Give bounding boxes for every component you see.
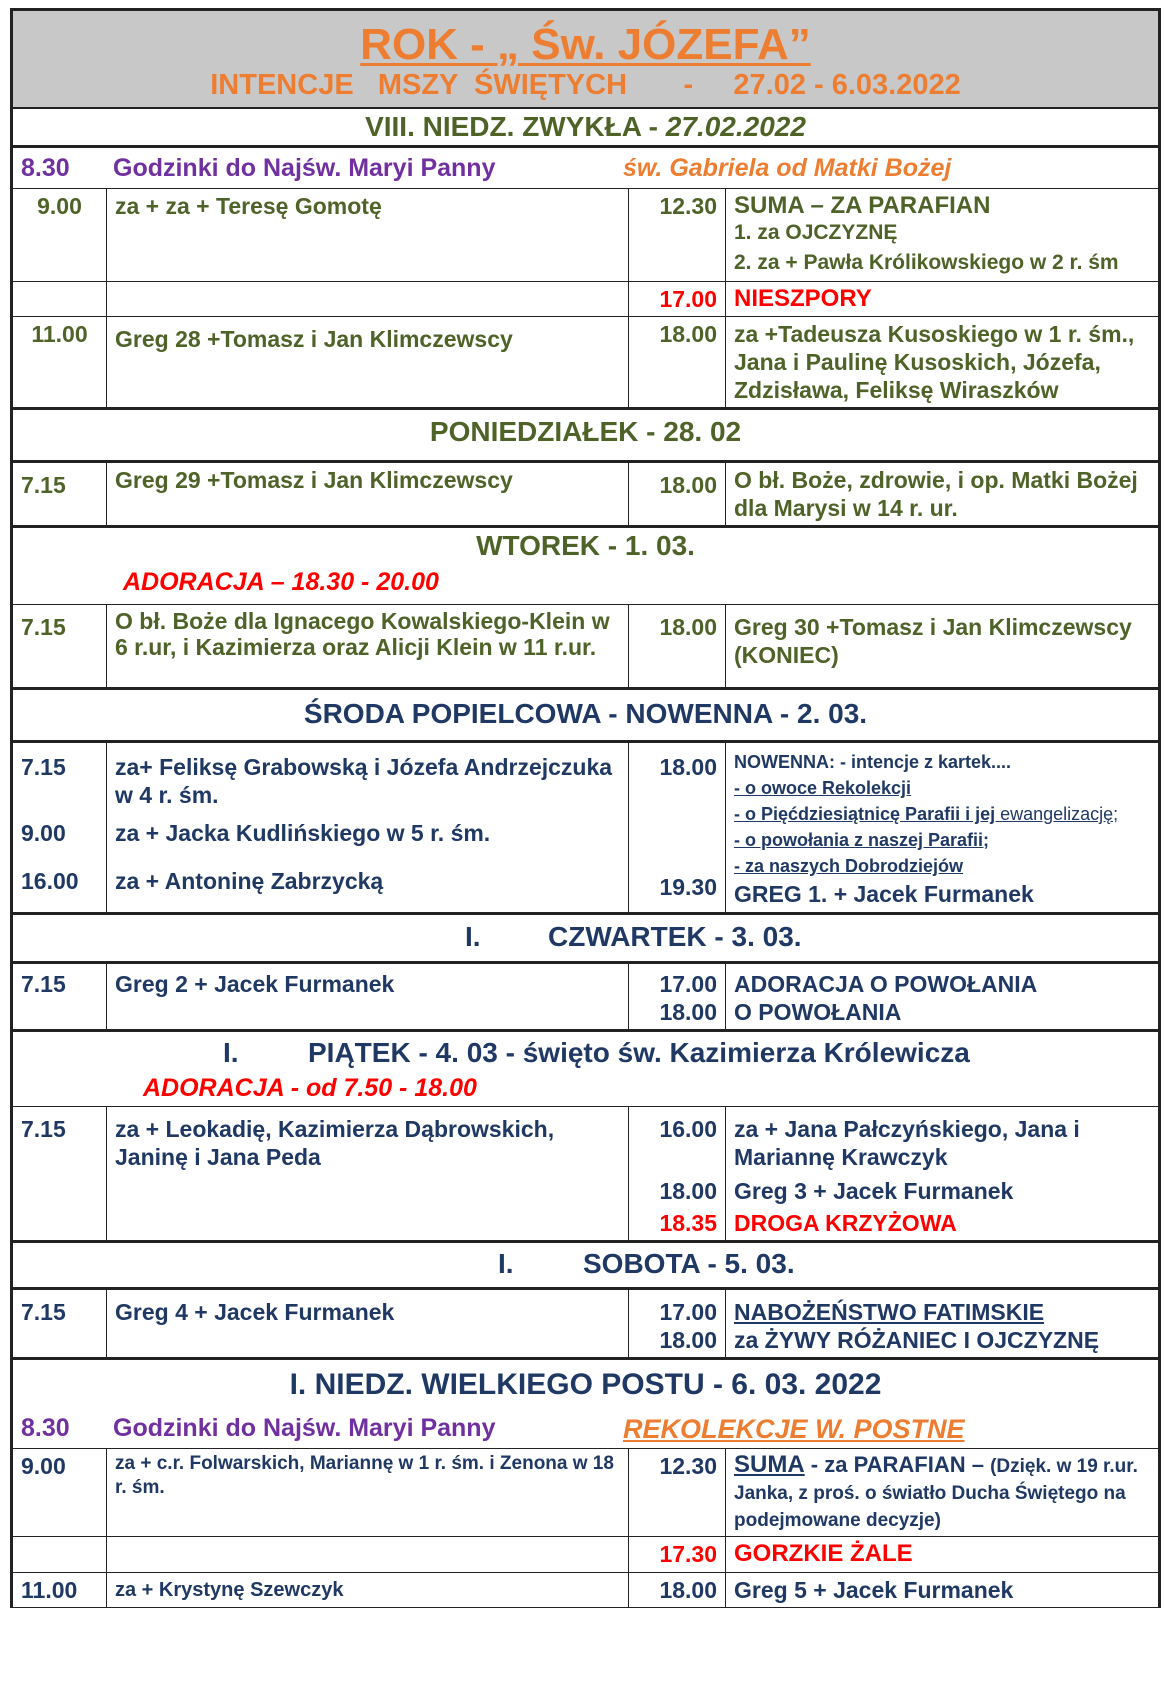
table-row: [13, 605, 1158, 689]
info-row-tuesday: [13, 564, 1158, 605]
info-row-sunday-2: [13, 1408, 1158, 1449]
mass-intention: Greg 30 +Tomasz i Jan Klimczewscy (KONIEC): [726, 605, 1159, 689]
mass-intention: za + Krystynę Szewczyk: [107, 1573, 629, 1608]
schedule-sheet: [10, 8, 1161, 1608]
page-subtitle: INTENCJE MSZY ŚWIĘTYCH - 27.02 - 6.03.2022: [210, 69, 961, 101]
page-title: ROK - „ Św. JÓZEFA”: [360, 20, 811, 69]
mass-intention: Greg 2 + Jacek Furmanek: [107, 964, 629, 1031]
table-row: [13, 281, 1158, 316]
sunday-2-table: [13, 1449, 1158, 1607]
mass-time: 18.00: [629, 463, 726, 527]
friday-table: [13, 1107, 1158, 1243]
saint-of-day: św. Gabriela od Matki Bożej: [623, 154, 952, 182]
novena-block: NOWENNA: - intencje z kartek.... - o owoce Rekolekcji - o Pięćdziesiątnicę Parafii i jej ewangelizację; - o powołania z naszej Parafii; - za naszych Dobrodziejów GREG 1. + Jacek Furmanek: [726, 743, 1159, 914]
mass-intention: Greg 4 + Jacek Furmanek: [107, 1290, 629, 1359]
table-row: [13, 1107, 1158, 1242]
mass-intention: za + za + Teresę Gomotę: [107, 189, 629, 281]
mass-time: 7.15: [21, 613, 66, 640]
header: [13, 11, 1158, 109]
mass-times: 16.00 18.00 18.35: [629, 1107, 726, 1242]
table-row: [13, 316, 1158, 408]
mass-time: 18.00: [629, 316, 726, 408]
day-heading-wednesday: ŚRODA POPIELCOWA - NOWENNA - 2. 03.: [13, 690, 1158, 743]
mass-time: 7.15: [21, 1116, 66, 1142]
saturday-table: [13, 1290, 1158, 1360]
mass-times: 17.00 18.00: [629, 964, 726, 1031]
adoration-note: ADORACJA – 18.30 - 20.00: [123, 567, 439, 596]
retreat-note: REKOLEKCJE W. POSTNE: [623, 1414, 965, 1444]
mass-intention: Greg 28 +Tomasz i Jan Klimczewscy: [107, 316, 629, 408]
info-time: 8.30: [21, 1414, 70, 1442]
mass-times: 18.00 19.30: [629, 743, 726, 914]
info-text: Godzinki do Najśw. Maryi Panny: [113, 154, 496, 182]
mass-intention: Greg 5 + Jacek Furmanek: [726, 1573, 1159, 1608]
info-row-friday: [13, 1072, 1158, 1107]
mass-time: 9.00: [21, 1453, 66, 1479]
mass-time: 9.00: [37, 193, 82, 219]
table-row: [13, 964, 1158, 1031]
mass-intentions: ADORACJA O POWOŁANIA O POWOŁANIA: [726, 964, 1159, 1031]
thursday-table: [13, 964, 1158, 1032]
table-row: [13, 1573, 1158, 1608]
table-row: [13, 1537, 1158, 1573]
wednesday-table: [13, 743, 1158, 915]
info-time: 8.30: [21, 154, 70, 182]
day-heading-friday: I. PIĄTEK - 4. 03 - święto św. Kazimierza Królewicza: [223, 1037, 970, 1068]
table-row: [13, 1449, 1158, 1537]
mass-time: 18.00: [629, 1573, 726, 1608]
day-heading-sunday-2: I. NIEDZ. WIELKIEGO POSTU - 6. 03. 2022: [289, 1368, 882, 1401]
mass-time: 7.15: [21, 471, 66, 498]
service-name: NIESZPORY: [726, 281, 1159, 316]
mass-time: 17.30: [629, 1537, 726, 1573]
adoration-note: ADORACJA - od 7.50 - 18.00: [143, 1074, 477, 1102]
mass-intentions: NABOŻEŃSTWO FATIMSKIE za ŻYWY RÓŻANIEC I OJCZYZNĘ: [726, 1290, 1159, 1359]
table-row: [13, 1290, 1158, 1359]
info-row-sunday-1: [13, 148, 1158, 189]
table-row: [13, 189, 1158, 281]
mass-time: 11.00: [13, 316, 107, 408]
mass-times: 7.15 9.00 16.00: [21, 754, 79, 894]
mass-time: 17.00: [629, 281, 726, 316]
mass-intention: O bł. Boże, zdrowie, i op. Matki Bożej dla Marysi w 14 r. ur.: [726, 463, 1159, 527]
service-name: GORZKIE ŻALE: [726, 1537, 1159, 1573]
day-heading-monday: PONIEDZIAŁEK - 28. 02: [13, 410, 1158, 463]
day-heading-tuesday: WTOREK - 1. 03.: [476, 529, 695, 561]
mass-time: 12.30: [629, 189, 726, 281]
mass-intention: za +Tadeusza Kusoskiego w 1 r. śm., Jana i Paulinę Kusoskich, Józefa, Zdzisława, Feliksę Wiraszków: [726, 316, 1159, 408]
table-row: [13, 463, 1158, 527]
mass-times: 17.00 18.00: [629, 1290, 726, 1359]
mass-time: 7.15: [21, 1299, 66, 1325]
info-text: Godzinki do Najśw. Maryi Panny: [113, 1414, 496, 1442]
tuesday-table: [13, 605, 1158, 691]
mass-time: 18.00: [629, 605, 726, 689]
sunday-1-table: [13, 189, 1158, 410]
mass-intention: O bł. Boże dla Ignacego Kowalskiego-Klein w 6 r.ur, i Kazimierza oraz Alicji Klein w 11 r.ur.: [107, 605, 629, 689]
day-heading-sunday-1: VIII. NIEDZ. ZWYKŁA - 27.02.2022: [13, 109, 1158, 148]
mass-time: 7.15: [21, 971, 66, 997]
mass-intention: za + Leokadię, Kazimierza Dąbrowskich, Janinę i Jana Peda: [107, 1107, 629, 1242]
mass-time: 11.00: [13, 1573, 107, 1608]
monday-table: [13, 463, 1158, 528]
mass-intentions: za+ Feliksę Grabowską i Józefa Andrzejczuka w 4 r. śm. za + Jacka Kudlińskiego w 5 r. śm. za + Antoninę Zabrzycką: [107, 743, 629, 914]
mass-intention: za + c.r. Folwarskich, Mariannę w 1 r. śm. i Zenona w 18 r. śm.: [107, 1449, 629, 1537]
day-heading-thursday: I. CZWARTEK - 3. 03.: [13, 915, 1158, 964]
table-row: [13, 743, 1158, 914]
mass-intention: SUMA - za PARAFIAN – (Dzięk. w 19 r.ur. Janka, z proś. o światło Ducha Świętego na podejmowane decyzje): [726, 1449, 1159, 1537]
day-heading-saturday: I. SOBOTA - 5. 03.: [13, 1243, 1158, 1290]
mass-time: 12.30: [629, 1449, 726, 1537]
mass-intentions: za + Jana Pałczyńskiego, Jana i Mariannę Krawczyk Greg 3 + Jacek Furmanek DROGA KRZYŻOWA: [726, 1107, 1159, 1242]
mass-intention: SUMA – ZA PARAFIAN 1. za OJCZYZNĘ 2. za + Pawła Królikowskiego w 2 r. śm: [726, 189, 1159, 281]
mass-intention: Greg 29 +Tomasz i Jan Klimczewscy: [107, 463, 629, 527]
